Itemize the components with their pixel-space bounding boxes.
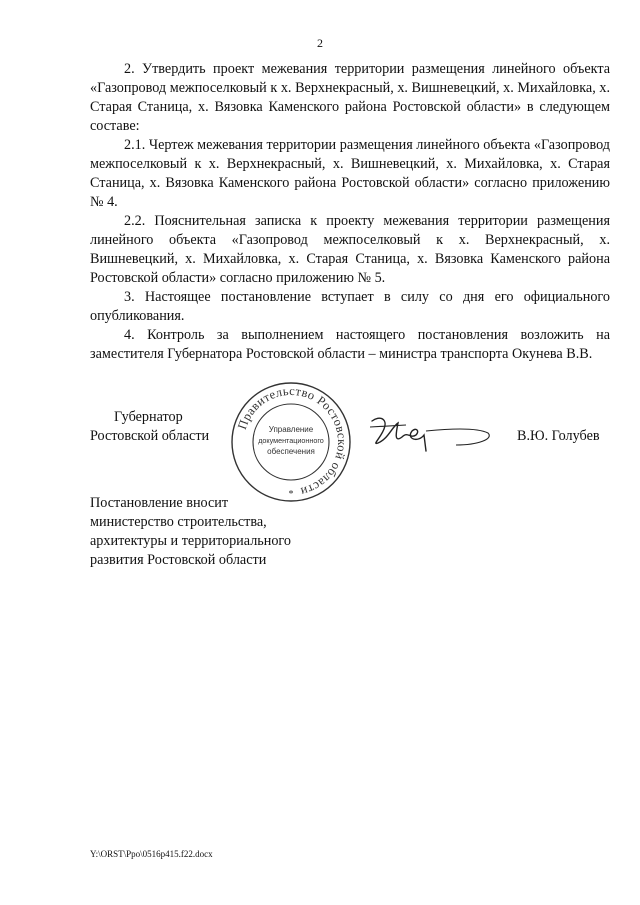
official-seal — [229, 380, 353, 504]
handwritten-signature — [366, 413, 496, 455]
submitted-by-block — [90, 494, 330, 570]
signatory-name: В.Ю. Голубев — [517, 428, 600, 444]
paragraph-item-3: 3. Настоящее постановление вступает в силу со дня его официального опубликования. — [90, 289, 610, 324]
seal-inner-line3: обеспечения — [267, 447, 315, 456]
seal-outer-text: Правительство Ростовской области — [234, 383, 350, 499]
signatory-title-line1: Губернатор — [114, 409, 183, 425]
submitted-by-line1: Постановление вносит — [90, 495, 229, 511]
seal-star: * — [288, 489, 294, 500]
paragraph-item-2: 2. Утвердить проект межевания территории размещения линейного объекта «Газопровод межпоселковый к х. Верхнекрасный, х. Вишневецкий, х. Михайловка, х. Старая Станица, х. Вязовка Каменского района Ростовской области» в следующем составе: — [90, 61, 610, 134]
paragraph-item-4: 4. Контроль за выполнением настоящего постановления возложить на заместителя Губернатора Ростовской области – министра транспорта Окунева В.В. — [90, 327, 610, 362]
submitted-by-line2: министерство строительства, — [90, 514, 267, 530]
submitted-by-line3: архитектуры и территориального — [90, 533, 291, 549]
submitted-by-line4: развития Ростовской области — [90, 552, 267, 568]
paragraph-item-2-2: 2.2. Пояснительная записка к проекту межевания территории размещения линейного объекта «Газопровод межпоселковый к х. Верхнекрасный, х. Вишневецкий, х. Михайловка, х. Старая Станица, х. Вязовка Каменского района Ростовской области» согласно приложению № 5. — [90, 213, 610, 286]
seal-inner-line2: документационного — [258, 436, 324, 445]
file-path-footer: Y:\ORST\Ppo\0516p415.f22.docx — [90, 849, 213, 859]
document-body — [90, 60, 610, 364]
signatory-title — [90, 408, 220, 446]
signatory-title-line2: Ростовской области — [90, 428, 210, 444]
page-number: 2 — [317, 36, 323, 50]
paragraph-item-2-1: 2.1. Чертеж межевания территории размещения линейного объекта «Газопровод межпоселковый к х. Верхнекрасный, х. Вишневецкий, х. Михайловка, х. Старая Станица, х. Вязовка Каменского района Ростовской области» согласно приложению № 4. — [90, 137, 610, 210]
seal-inner-line1: Управление — [268, 425, 314, 434]
